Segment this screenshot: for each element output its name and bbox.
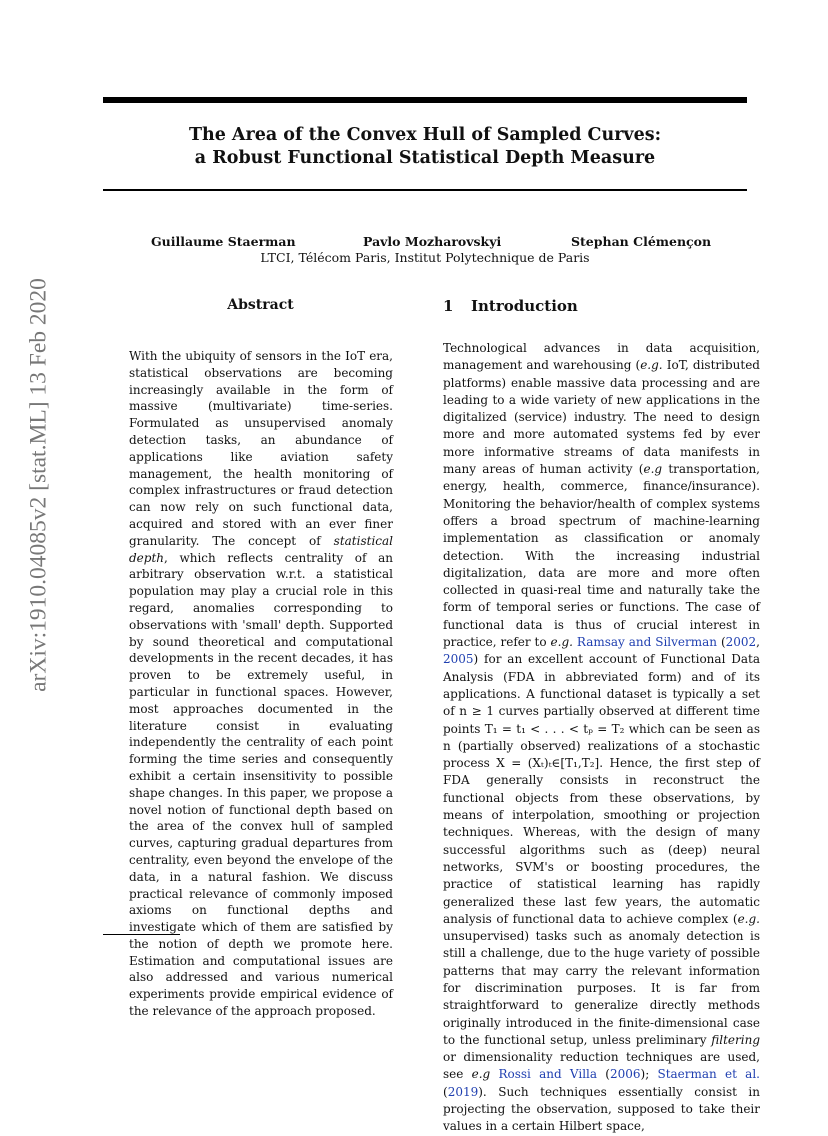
intro-emphasis: e.g.: [737, 911, 760, 926]
intro-text: ,: [756, 635, 760, 650]
intro-emphasis: e.g: [643, 462, 663, 477]
intro-emphasis: e.g.: [550, 635, 573, 650]
footnote-rule: [103, 934, 180, 935]
section-number: 1: [443, 297, 454, 315]
intro-emphasis: e.g.: [640, 358, 663, 373]
intro-text: transportation, energy, health, commerce, finance/insurance). Monitoring the behavior/health of complex systems offers a broad spectrum of machine-learning implementation as classification or anomaly detection. With the increasing industrial digitalization, data are more and more often collected in quasi-real time and naturally take the form of temporal series or functions. The case of functional data is thus of crucial interest in practice, refer to: [443, 462, 760, 650]
intro-text: (: [597, 1067, 610, 1082]
section-title: Introduction: [471, 297, 578, 315]
intro-text: (: [717, 635, 726, 650]
intro-emphasis: filtering: [711, 1032, 760, 1047]
abstract-emphasis: statistical depth: [129, 533, 393, 565]
abstract-heading: Abstract: [227, 297, 294, 313]
introduction-body: [443, 340, 760, 1136]
intro-text: Technological advances in data acquisition, management and warehousing (: [443, 341, 760, 373]
author-2: Pavlo Mozharovskyi: [363, 234, 502, 249]
author-3: Stephan Clémençon: [571, 234, 712, 249]
abstract-body: [129, 348, 393, 1020]
author-1: Guillaume Staerman: [151, 234, 296, 249]
intro-text: IoT, distributed platforms) enable massive data processing and are leading to a wide variety of new applications in the digitalized (service) industry. The need to design more and more automated systems fed by ever more informative streams of data manifests in many areas of human activity (: [443, 358, 760, 477]
paper-title: [103, 124, 747, 170]
intro-text: );: [640, 1067, 658, 1082]
intro-text: ). Such techniques essentially consist in projecting the observation, supposed to take their values in a certain Hilbert space,: [443, 1084, 760, 1134]
arxiv-id: arXiv:1910.04085v2 [stat.ML] 13 Feb 2020: [25, 278, 52, 692]
title-rule-top: [103, 97, 747, 103]
citation-link[interactable]: Ramsay and Silverman: [576, 635, 718, 650]
title-line-2: a Robust Functional Statistical Depth Measure: [194, 148, 656, 168]
intro-emphasis: e.g: [471, 1067, 491, 1082]
arxiv-stamp: [19, 280, 59, 690]
intro-text: or dimensionality reduction techniques are used, see: [443, 1050, 760, 1082]
affiliation: LTCI, Télécom Paris, Institut Polytechnique de Paris: [260, 250, 590, 265]
citation-link[interactable]: Staerman et al.: [657, 1067, 760, 1082]
section-heading-introduction: [443, 297, 578, 315]
citation-link[interactable]: Rossi and Villa: [498, 1067, 598, 1082]
intro-text: (: [443, 1084, 448, 1099]
intro-text: unsupervised) tasks such as anomaly detection is still a challenge, due to the huge variety of possible patterns that may carry the relevant information for discrimination purposes. It is far from straightforward to generalize directly methods originally introduced in the finite-dimensional case to the functional setup, unless preliminary: [443, 929, 760, 1047]
citation-link[interactable]: 2019: [447, 1084, 479, 1099]
intro-text: ) for an excellent account of Functional Data Analysis (FDA in abbreviated form) and of its applications. A functional dataset is typically a set of n ≥ 1 curves partially observed at different time points T₁ = t₁ < . . . < tₚ = T₂ which can be seen as n (partially observed) realizations of a stochastic process X = (Xₜ)ₜ∈[T₁,T₂]. Hence, the first step of FDA generally consists in reconstruct the functional objects from these observations, by means of interpolation, smoothing or projection techniques. Whereas, with the design of many successful algorithms such as (deep) neural networks, SVM's or boosting procedures, the practice of statistical learning has rapidly generalized these last few years, the automatic analysis of functional data to achieve complex (: [443, 652, 760, 926]
citation-link[interactable]: 2005: [443, 652, 474, 667]
title-rule-bottom: [103, 189, 747, 191]
abstract-text-1: With the ubiquity of sensors in the IoT era, statistical observations are becoming increasingly available in the form of massive (multivariate) time-series. Formulated as unsupervised anomaly detection tasks, an abundance of applications like aviation safety management, the health monitoring of complex infrastructures or fraud detection can now rely on such functional data, acquired and stored with an ever finer granularity. The concept of: [129, 349, 393, 548]
title-line-1: The Area of the Convex Hull of Sampled Curves:: [188, 125, 662, 145]
abstract-text-2: , which reflects centrality of an arbitrary observation w.r.t. a statistical population may play a crucial role in this regard, anomalies corresponding to observations with 'small' depth. Supported by sound theoretical and computational developments in the recent decades, it has proven to be extremely useful, in particular in functional spaces. However, most approaches documented in the literature consist in evaluating independently the centrality of each point forming the time series and consequently exhibit a certain insensitivity to possible shape changes. In this paper, we propose a novel notion of functional depth based on the area of the convex hull of sampled curves, capturing gradual departures from centrality, even beyond the envelope of the data, in a natural fashion. We discuss practical relevance of commonly imposed axioms on functional depths and investigate which of them are satisfied by the notion of depth we promote here. Estimation and computational issues are also addressed and various numerical experiments provide empirical evidence of the relevance of the approach proposed.: [129, 550, 393, 1019]
citation-link[interactable]: 2002: [725, 635, 757, 650]
citation-link[interactable]: 2006: [609, 1067, 641, 1082]
